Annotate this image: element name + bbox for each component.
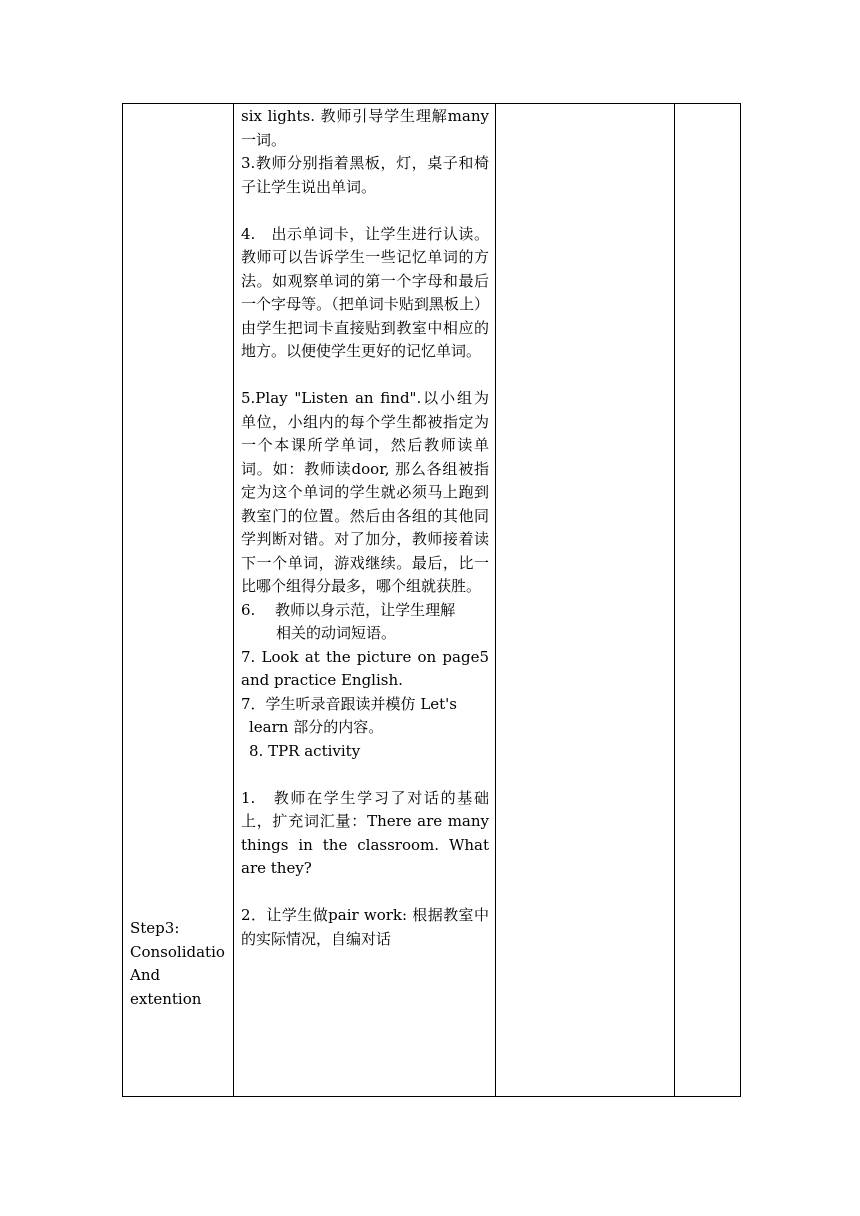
step-label-line: And bbox=[130, 966, 161, 984]
notes-column-cell bbox=[496, 104, 675, 1097]
blank-line bbox=[241, 763, 489, 787]
lesson-plan-table bbox=[122, 103, 741, 1097]
paragraph: 3.教师分别指着黑板，灯，桌子和椅子让学生说出单词。 bbox=[241, 154, 489, 196]
paragraph: 7．学生听录音跟读并模仿 Let's bbox=[241, 694, 457, 713]
blank-line bbox=[241, 881, 489, 905]
paragraph: 6. 教师以身示范，让学生理解 bbox=[241, 600, 456, 619]
paragraph: 2．让学生做pair work: 根据教室中的实际情况，自编对话 bbox=[241, 906, 489, 948]
paragraph: 1. 教师在学生学习了对话的基础上，扩充词汇量：There are many things in the classroom. What are they? bbox=[241, 788, 489, 877]
paragraph: 4. 出示单词卡，让学生进行认读。教师可以告诉学生一些记忆单词的方法。如观察单词的第一个字母和最后一个字母等。（把单词卡贴到黑板上）由学生把词卡直接贴到教室中相应的地方。以便使学生更好的记忆单词。 bbox=[241, 224, 489, 360]
paragraph: 7. Look at the picture on page5 and practice English. bbox=[241, 647, 489, 689]
paragraph: learn 部分的内容。 bbox=[249, 718, 384, 736]
paragraph: 相关的动词短语。 bbox=[276, 624, 397, 642]
step-label-line: extention bbox=[130, 989, 202, 1008]
paragraph: six lights. 教师引导学生理解many一词。 bbox=[241, 107, 489, 149]
blank-line bbox=[241, 199, 489, 223]
paragraph: 5.Play "Listen an find".以小组为单位，小组内的每个学生都被指定为一个本课所学单词，然后教师读单词。如：教师读door, 那么各组被指定为这个单词的学生就必须马上跑到教室门的位置。然后由各组的其他同学判断对错。对了加分，教师接着读下一个单词，游戏继续。最后，比一比哪个组得分最多，哪个组就获胜。 bbox=[241, 389, 489, 595]
paragraph: 8. TPR activity bbox=[249, 741, 361, 760]
blank-line bbox=[241, 364, 489, 388]
remarks-column-cell bbox=[675, 104, 741, 1097]
step-label-line: Step3: bbox=[130, 919, 180, 937]
activity-text bbox=[234, 104, 495, 951]
step-label-line: Consolidatio bbox=[130, 942, 225, 961]
step-label bbox=[130, 917, 225, 1011]
step-column-cell bbox=[123, 104, 234, 1097]
activity-content-cell bbox=[234, 104, 496, 1097]
table-row bbox=[123, 104, 741, 1097]
